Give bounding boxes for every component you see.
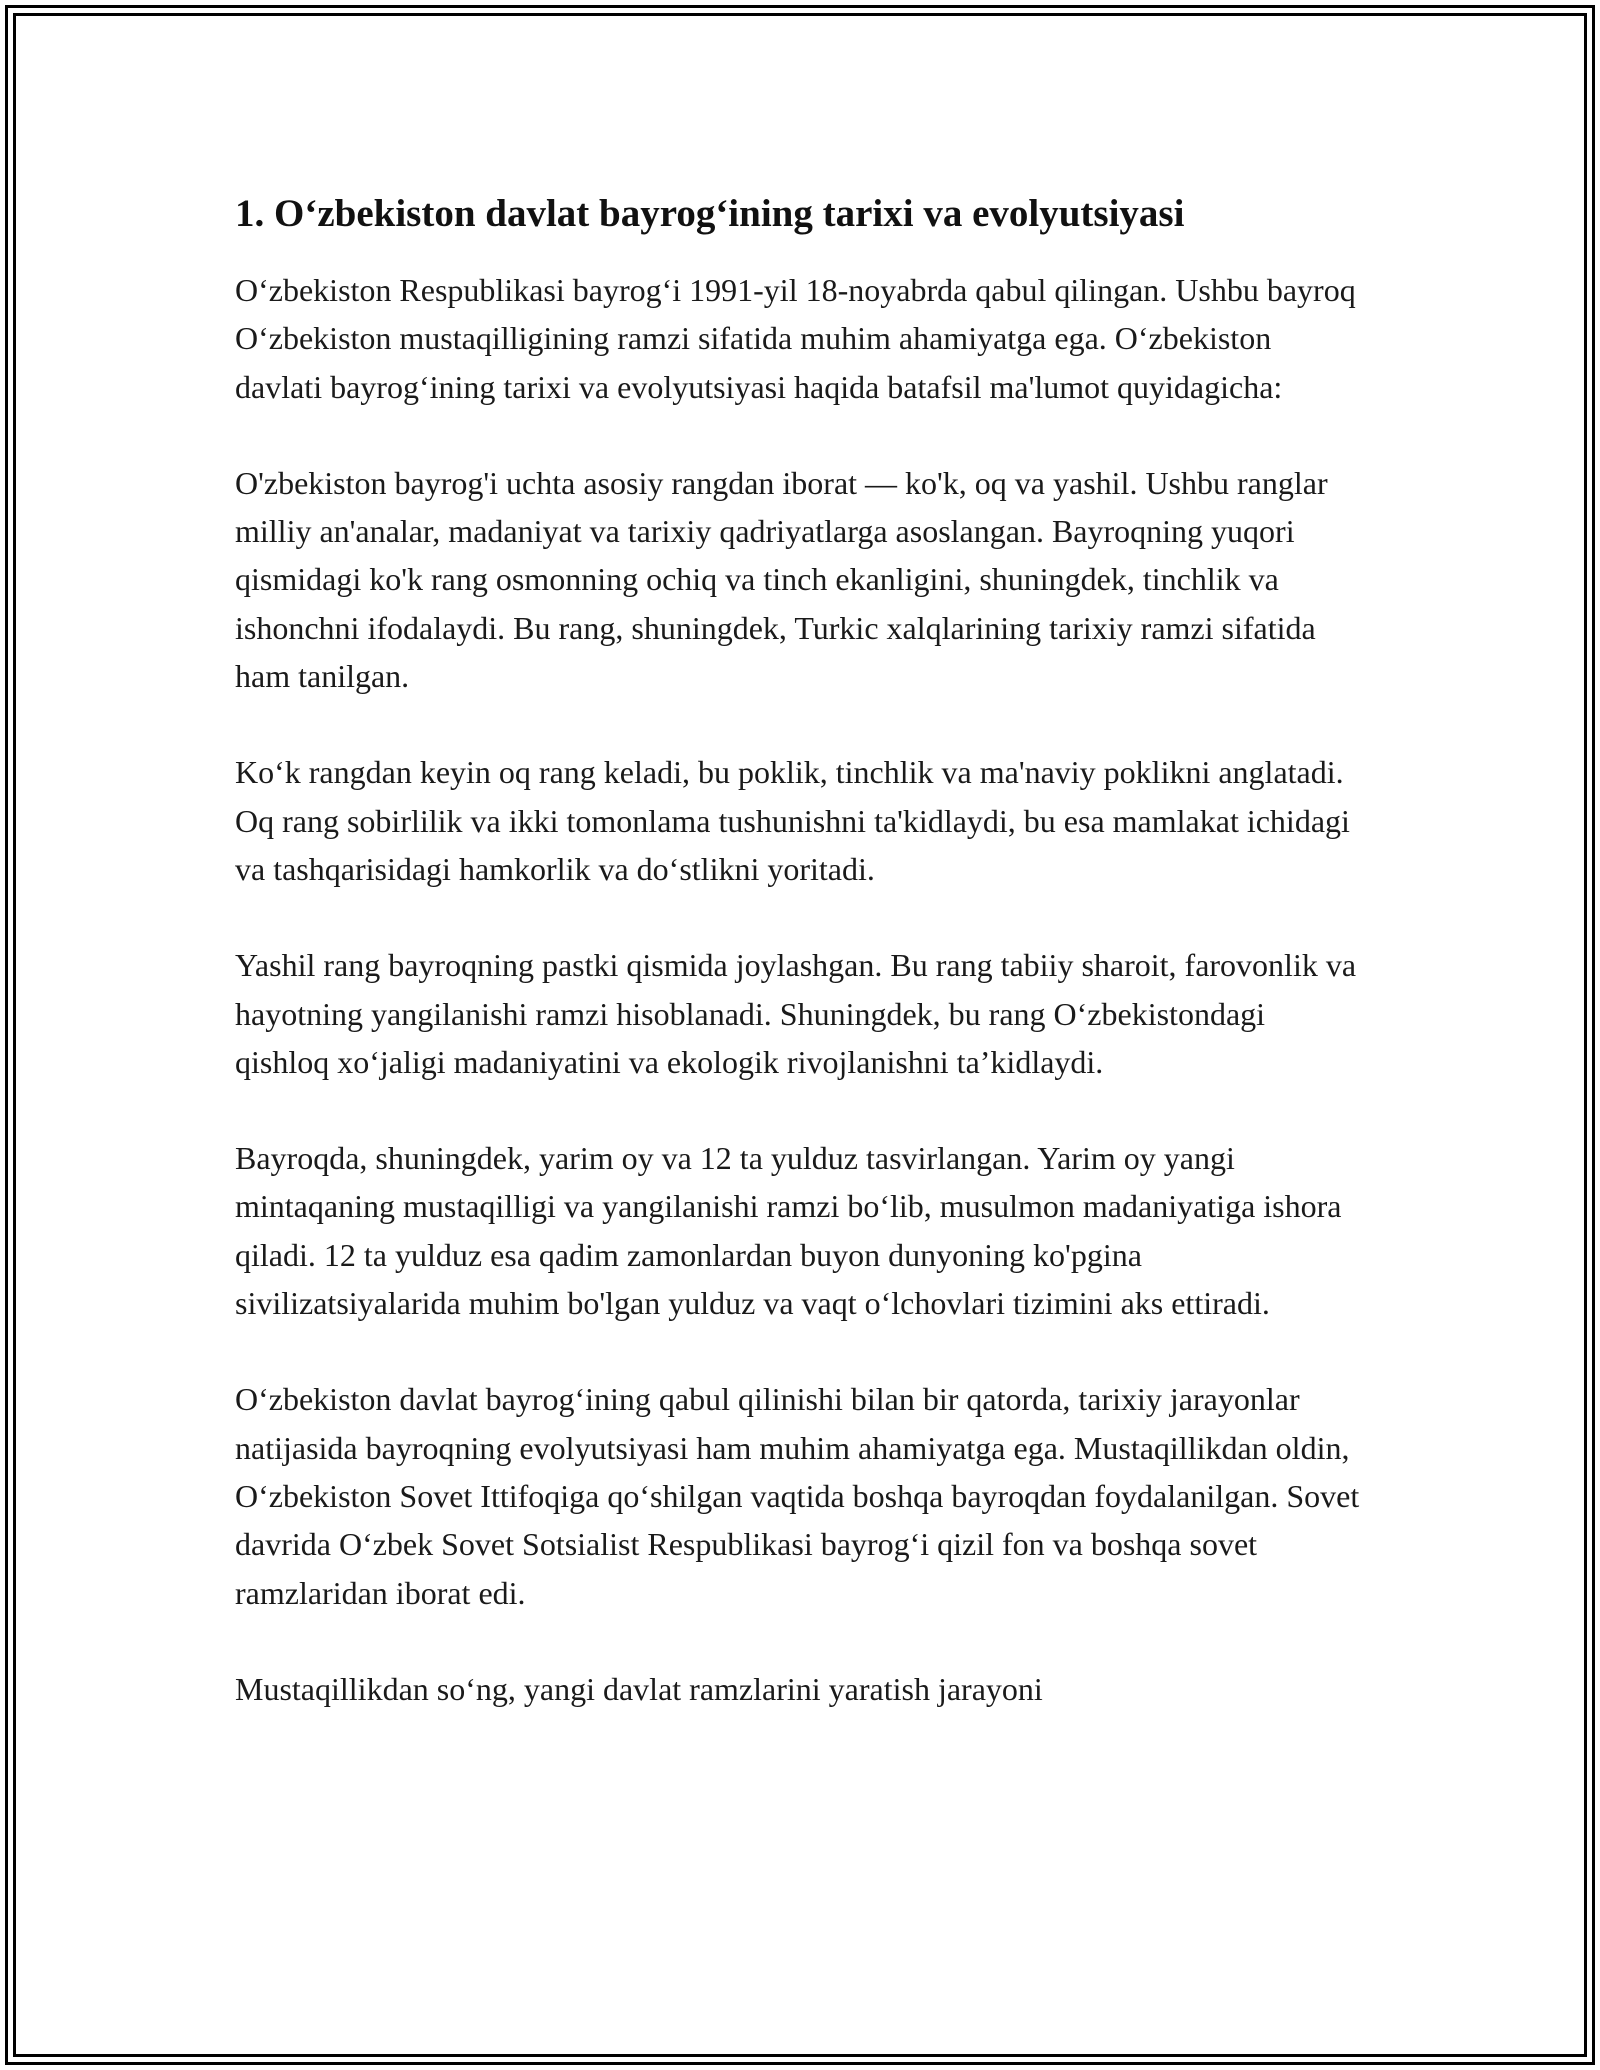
paragraph-white: Ko‘k rangdan keyin oq rang keladi, bu poklik, tinchlik va ma'naviy poklikni anglatadi. Oq rang sobirlilik va ikki tomonlama tushunishni ta'kidlaydi, bu esa mamlakat ichidagi va tashqarisidagi hamkorlik va do‘stlikni yoritadi. xyxy=(235,754,1350,887)
section-heading: 1. O‘zbekiston davlat bayrog‘ining tarixi va evolyutsiyasi xyxy=(235,192,1185,235)
document-body xyxy=(235,190,1365,1713)
paragraph-intro: O‘zbekiston Respublikasi bayrog‘i 1991-yil 18-noyabrda qabul qilingan. Ushbu bayroq O‘zbekiston mustaqilligining ramzi sifatida muhim ahamiyatga ega. O‘zbekiston davlati bayrog‘ining tarixi va evolyutsiyasi haqida batafsil ma'lumot quyidagicha: xyxy=(235,272,1356,405)
paragraph-symbols: Bayroqda, shuningdek, yarim oy va 12 ta yulduz tasvirlangan. Yarim oy yangi mintaqaning mustaqilligi va yangilanishi ramzi bo‘lib, musulmon madaniyatiga ishora qiladi. 12 ta yulduz esa qadim zamonlardan buyon dunyoning ko'pgina sivilizatsiyalarida muhim bo'lgan yulduz va vaqt o‘lchovlari tizimini aks ettiradi. xyxy=(235,1140,1342,1322)
paragraph-evolution: O‘zbekiston davlat bayrog‘ining qabul qilinishi bilan bir qatorda, tarixiy jarayonlar natijasida bayroqning evolyutsiyasi ham muhim ahamiyatga ega. Mustaqillikdan oldin, O‘zbekiston Sovet Ittifoqiga qo‘shilgan vaqtida boshqa bayroqdan foydalanilgan. Sovet davrida O‘zbek Sovet Sotsialist Respublikasi bayrog‘i qizil fon va boshqa sovet ramzlaridan iborat edi. xyxy=(235,1381,1360,1611)
paragraph-green: Yashil rang bayroqning pastki qismida joylashgan. Bu rang tabiiy sharoit, farovonlik va hayotning yangilanishi ramzi hisoblanadi. Shuningdek, bu rang O‘zbekistondagi qishloq xo‘jaligi madaniyatini va ekologik rivojlanishni ta’kidlaydi. xyxy=(235,947,1357,1080)
paragraph-colors: O'zbekiston bayrog'i uchta asosiy rangdan iborat — ko'k, oq va yashil. Ushbu ranglar milliy an'analar, madaniyat va tarixiy qadriyatlarga asoslangan. Bayroqning yuqori qismidagi ko'k rang osmonning ochiq va tinch ekanligini, shuningdek, tinchlik va ishonchni ifodalaydi. Bu rang, shuningdek, Turkic xalqlarining tarixiy ramzi sifatida ham tanilgan. xyxy=(235,464,1328,695)
paragraph-after-independence: Mustaqillikdan so‘ng, yangi davlat ramzlarini yaratish jarayoni xyxy=(235,1670,1043,1707)
